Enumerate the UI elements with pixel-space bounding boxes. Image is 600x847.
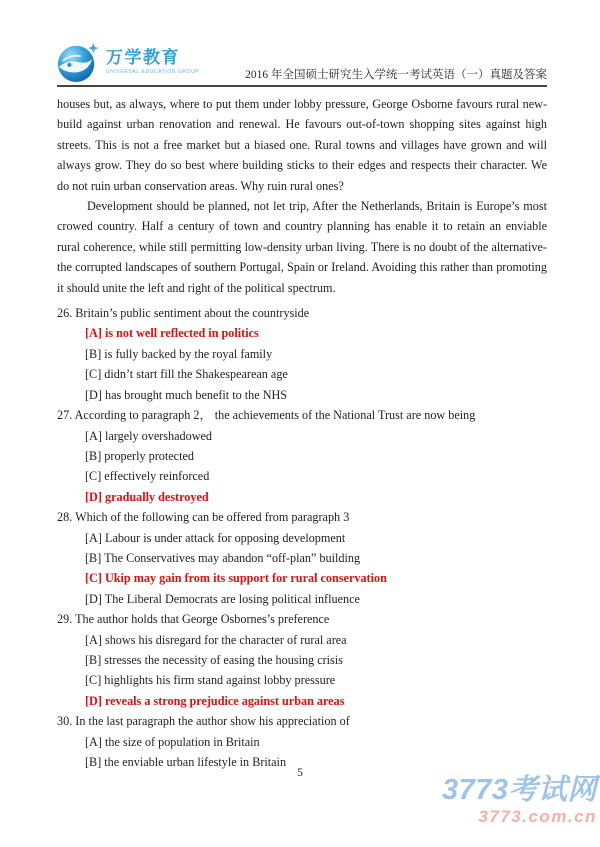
option-text: The Conservatives may abandon “off-plan” building [104, 550, 361, 565]
option-row [57, 732, 547, 752]
option-label: [B] [85, 448, 102, 463]
option-text: the size of population in Britain [104, 734, 260, 749]
option-label: [B] [85, 652, 102, 667]
option-row [57, 670, 547, 690]
option-text: Ukip may gain from its support for rural conservation [104, 571, 387, 586]
question-stem [57, 711, 547, 731]
body-paragraph: Development should be planned, not let trip, After the Netherlands, Britain is Europe’s most crowed country. Half a century of town and country planning has enable it to retain an enviable rural coherence, while still permitting low-density urban living. There is no doubt of the alternative-the corrupted landscapes of southern Portugal, Spain or Ireland. Avoiding this rather than promoting it should unite the left and right of the political spectrum. [57, 199, 547, 295]
option-row [57, 323, 547, 343]
option-text: is fully backed by the royal family [104, 346, 273, 361]
option-row [57, 426, 547, 446]
question-block [57, 405, 547, 507]
question-number: 27. [57, 408, 73, 423]
option-text: properly protected [104, 448, 194, 463]
option-text: largely overshadowed [104, 428, 213, 443]
option-label: [A] [85, 326, 102, 341]
option-text: reveals a strong prejudice against urban areas [104, 693, 345, 708]
body-paragraph: houses but, as always, where to put them under lobby pressure, George Osborne favours rural new-build against urban renovation and renewal. He favours out-of-town shopping sites against high streets. This is not a free market but a biased one. Rural towns and villages have grown and will always grow. They do so best where building sticks to their edges and respects their character. We do not ruin urban conservation areas. Why ruin rural ones? [57, 97, 547, 193]
option-text: shows his disregard for the character of rural area [104, 632, 347, 647]
question-number: 28. [57, 510, 73, 525]
question-number: 29. [57, 612, 73, 627]
question-text: Which of the following can be offered from paragraph 3 [75, 510, 350, 525]
question-stem [57, 405, 547, 425]
option-text: effectively reinforced [104, 469, 210, 484]
option-label: [A] [85, 530, 102, 545]
question-number: 30. [57, 714, 73, 729]
question-block [57, 711, 547, 772]
page-title: 2016 年全国硕士研究生入学统一考试英语（一）真题及答案 [245, 69, 547, 81]
option-label: [A] [85, 428, 102, 443]
option-row [57, 364, 547, 384]
option-text: highlights his firm stand against lobby pressure [104, 673, 336, 688]
option-row [57, 344, 547, 364]
option-text: The Liberal Democrats are losing political influence [104, 591, 360, 606]
question-number: 26. [57, 306, 73, 321]
option-label: [C] [85, 469, 102, 484]
logo [57, 41, 199, 83]
option-text: gradually destroyed [104, 489, 209, 504]
question-stem [57, 609, 547, 629]
option-row [57, 589, 547, 609]
option-label: [D] [85, 489, 102, 504]
option-label: [D] [85, 693, 102, 708]
watermark-site-url: 3773.com.cn [478, 807, 597, 826]
page-number: 5 [297, 767, 303, 779]
logo-name: 万学教育 [106, 48, 180, 68]
option-text: has brought much benefit to the NHS [104, 387, 288, 402]
option-row [57, 650, 547, 670]
globe-icon [57, 41, 99, 83]
question-block [57, 303, 547, 405]
watermark-site-name: 3773考试网 [441, 774, 597, 806]
option-label: [C] [85, 571, 102, 586]
option-label: [B] [85, 755, 102, 769]
question-block [57, 507, 547, 609]
option-text: Labour is under attack for opposing development [104, 530, 346, 545]
option-label: [D] [85, 591, 102, 606]
option-label: [A] [85, 734, 102, 749]
option-row [57, 446, 547, 466]
logo-subtitle: UNIVERSAL EDUCATION GROUP [106, 68, 200, 75]
option-label: [C] [85, 367, 102, 382]
logo-text [106, 49, 199, 75]
option-label: [B] [85, 346, 102, 361]
option-label: [C] [85, 673, 102, 688]
option-row [57, 528, 547, 548]
option-text: the enviable urban lifestyle in Britain [104, 755, 287, 769]
question-text: The author holds that George Osbornes’s preference [75, 612, 330, 627]
option-row [57, 630, 547, 650]
option-text: didn’t start fill the Shakespearean age [104, 367, 288, 382]
option-row [57, 568, 547, 588]
option-text: stresses the necessity of easing the housing crisis [104, 652, 343, 667]
page-header [57, 40, 547, 87]
option-label: [B] [85, 550, 102, 565]
option-label: [D] [85, 387, 102, 402]
question-stem [57, 303, 547, 323]
question-stem [57, 507, 547, 527]
option-text: is not well reflected in politics [104, 326, 259, 341]
question-list [57, 303, 547, 772]
question-block [57, 609, 547, 711]
option-row [57, 487, 547, 507]
question-text: In the last paragraph the author show his appreciation of [75, 714, 350, 729]
option-row [57, 385, 547, 405]
watermark [442, 776, 597, 825]
question-text: Britain’s public sentiment about the countryside [75, 306, 310, 321]
question-text: According to paragraph 2， the achievements of the National Trust are now being [74, 408, 476, 423]
sparkle-icon [88, 43, 98, 53]
page-content [57, 94, 547, 772]
option-label: [A] [85, 632, 102, 647]
option-row [57, 466, 547, 486]
option-row [57, 548, 547, 568]
option-row [57, 691, 547, 711]
